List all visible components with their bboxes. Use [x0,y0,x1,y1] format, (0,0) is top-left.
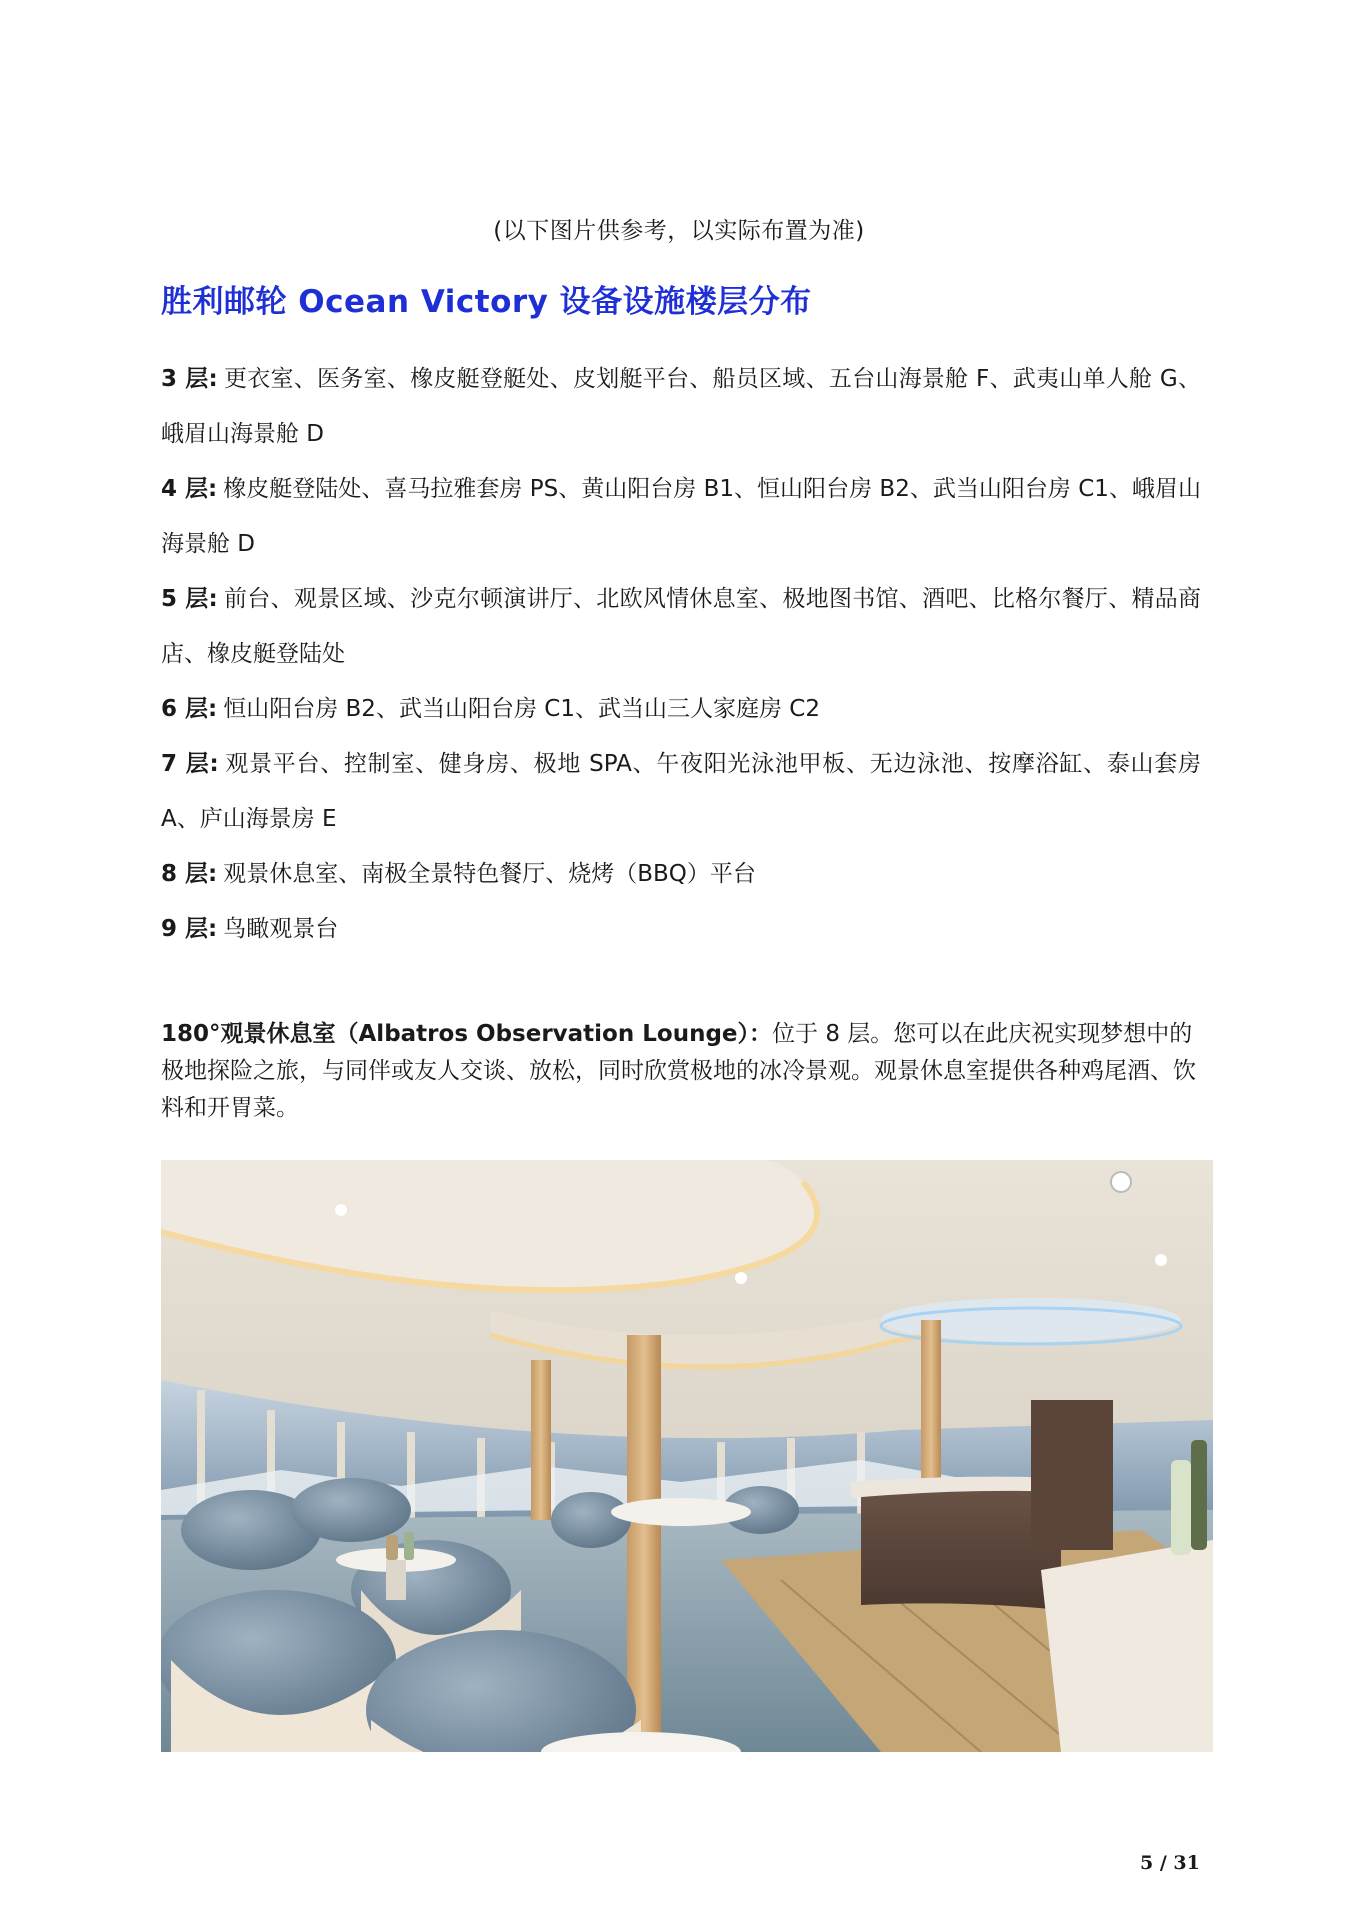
floor-item [161,572,1201,682]
floor-facilities: 观景休息室、南极全景特色餐厅、烧烤（BBQ）平台 [223,861,756,887]
reference-note: (以下图片供参考，以实际布置为准) [493,218,865,244]
floor-label: 6 层: [161,696,218,722]
lounge-illustration [161,1160,1213,1752]
floor-facilities: 恒山阳台房 B2、武当山阳台房 C1、武当山三人家庭房 C2 [223,696,820,722]
floor-facilities: 橡皮艇登陆处、喜马拉雅套房 PS、黄山阳台房 B1、恒山阳台房 B2、武当山阳台房 C1、峨眉山海景舱 D [161,476,1201,557]
floor-item [161,462,1201,572]
page-number: 5 / 31 [1140,1852,1200,1874]
floor-label: 5 层: [161,586,218,612]
lounge-description [161,1016,1201,1127]
floor-item [161,847,1201,902]
page-title: 胜利邮轮 Ocean Victory 设备设施楼层分布 [161,284,812,320]
floor-label: 7 层: [161,751,219,777]
floor-label: 9 层: [161,916,218,942]
floor-label: 8 层: [161,861,218,887]
floor-facilities: 更衣室、医务室、橡皮艇登艇处、皮划艇平台、船员区域、五台山海景舱 F、武夷山单人舱 G、峨眉山海景舱 D [161,366,1201,447]
floor-facilities: 前台、观景区域、沙克尔顿演讲厅、北欧风情休息室、极地图书馆、酒吧、比格尔餐厅、精品商店、橡皮艇登陆处 [161,586,1201,667]
floor-list [161,352,1201,957]
lounge-text: 位于 8 层。您可以在此庆祝实现梦想中的极地探险之旅，与同伴或友人交谈、放松，同时欣赏极地的冰冷景观。观景休息室提供各种鸡尾酒、饮料和开胃菜。 [161,1021,1196,1121]
floor-facilities: 观景平台、控制室、健身房、极地 SPA、午夜阳光泳池甲板、无边泳池、按摩浴缸、泰山套房 A、庐山海景房 E [161,751,1201,832]
floor-item [161,352,1201,462]
floor-facilities: 鸟瞰观景台 [223,916,339,942]
floor-item [161,682,1201,737]
lounge-title: 180°观景休息室（Albatros Observation Lounge）： [161,1021,773,1047]
floor-item [161,902,1201,957]
floor-item [161,737,1201,847]
floor-label: 4 层: [161,476,218,502]
lounge-photo [161,1160,1213,1752]
floor-label: 3 层: [161,366,218,392]
